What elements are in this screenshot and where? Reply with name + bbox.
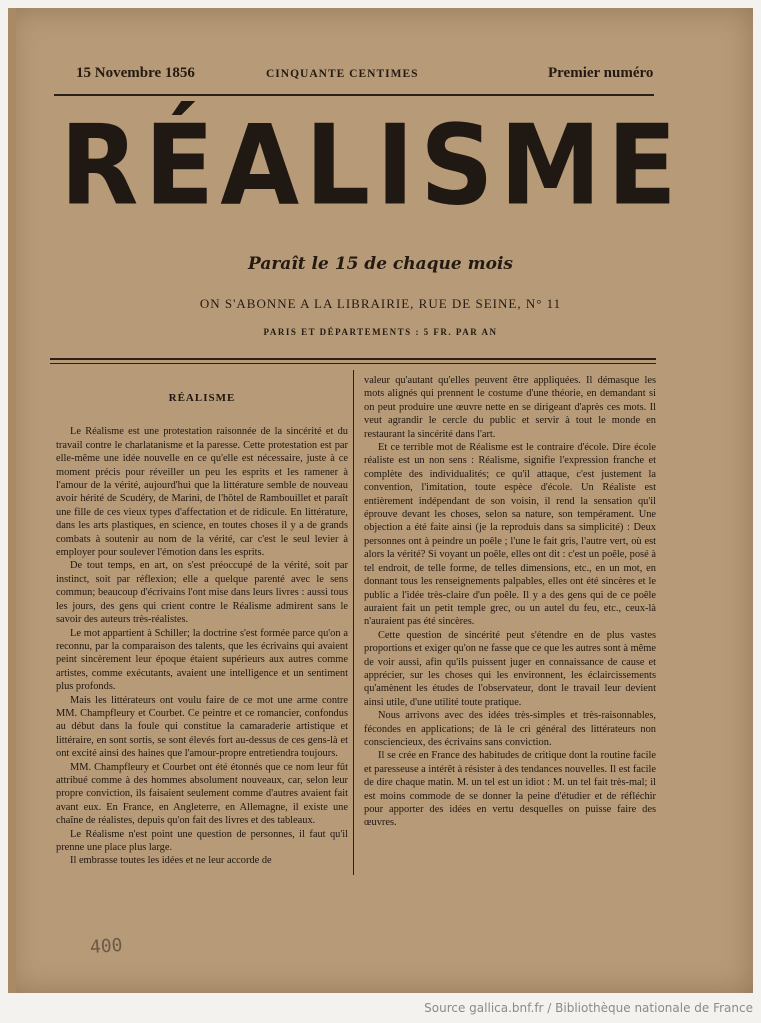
source-credit: Source gallica.bnf.fr / Bibliothèque nationale de France bbox=[424, 1001, 753, 1015]
newspaper-page bbox=[8, 8, 753, 993]
paragraph: Mais les littérateurs ont voulu faire de ce mot une arme contre MM. Champfleury et Courbet. Ce peintre et ce romancier, confondus au début dans la foule qui constitue la camaraderie artistique et littéraire, en sont sortis, se sont élevés fort au-dessus de ces gens-là et ont excité ainsi des haines que l'amour-propre entretiendra toujours. bbox=[56, 694, 348, 760]
subscription-price: PARIS ET DÉPARTEMENTS : 5 FR. PAR AN bbox=[263, 327, 498, 337]
masthead-rule-bottom bbox=[50, 363, 656, 364]
paragraph: Le Réalisme est une protestation raisonnée de la sincérité et du travail contre le charlatanisme et la paresse. Cette protestation est par elle-même une idée nouvelle en ce qu'elle est nécessaire, juste à ce moment précis pour réveiller un peu les esprits et les ramener à l'amour de la vérité, aujourd'hui que la littérature semble de nouveau avoir hérité de Scudéry, de Marini, de l'hôtel de Rambouillet et paraît une fille de ces vieux types d'affectation et de ridicule. En littérature, dans les arts plastiques, en science, en toutes choses il y a de grands combats à soutenir au nom de la vérité, car c'est le seul levier à employer pour soulever l'émotion dans les esprits. bbox=[56, 426, 348, 559]
issue-date: 15 Novembre 1856 bbox=[76, 65, 195, 81]
paragraph: De tout temps, en art, on s'est préoccupé de la vérité, soit par instinct, soit par réflexion; elle a quelque parenté avec le sens commun; beaucoup d'écrivains l'ont mise dans leurs livres : aussi tous les jours, des gens qui crient contre le Réalisme admirent sans le savoir des auteurs très-réalistes. bbox=[56, 560, 348, 626]
paragraph: Le Réalisme n'est point une question de personnes, il faut qu'il prenne une place plus large. bbox=[56, 828, 348, 853]
article-column-2 bbox=[364, 374, 656, 830]
issue-price: CINQUANTE CENTIMES bbox=[266, 68, 419, 80]
paragraph: Et ce terrible mot de Réalisme est le contraire d'école. Dire école réaliste est un non sens : Réalisme, signifie l'expression franche et complète des individualités; ce qu'il attaque, c'est justement la convention, l'imitation, toute espèce d'école. Un Réaliste est entièrement indépendant de son voisin, il rend la sensation qu'il éprouve devant les choses, selon sa nature, son tempérament. Une objection a été faite ainsi (je la reproduis dans sa simplicité) : Deux personnes ont à peindre un poêle ; l'une le fait gris, l'autre vert, où est alors la vérité? Si voyant un poêle, elles ont dit : c'est un poêle, posé à tel endroit, de telle forme, de telles dimensions, etc., en un mot, en donnant tous les renseignements palpables, elles ont été sincères et le public a l'idée très-claire d'un poêle. Il y a des gens qui de ce poêle auraient fait un petit temple grec, ou un autel du feu, etc., ceux-là n'auraient pas été sincères. bbox=[364, 442, 656, 628]
column-divider bbox=[353, 370, 354, 875]
subscription-info: ON S'ABONNE A LA LIBRAIRIE, RUE DE SEINE, N° 11 bbox=[199, 296, 562, 311]
paragraph: Cette question de sincérité peut s'étendre en de plus vastes proportions et exiger qu'on ne fasse que ce que les autres sont à même de voir aussi, afin qu'ils puissent juger en connaissance de cause et apprécier, sur les choses qui les environnent, les éclaircissements qu'amènent les études de l'observateur, dont le travail leur devient ainsi utile, d'une utilité toute pratique. bbox=[364, 629, 656, 708]
paragraph: valeur qu'autant qu'elles peuvent être appliquées. Il démasque les mots alignés qui prennent le costume d'une théorie, en demandant si on peut produire une œuvre nette en se dirigeant d'après ces mots. Il veut agrandir le cercle du public et servir à tout le monde en restaurant la sincérité dans l'art. bbox=[364, 375, 656, 440]
paragraph: Le mot appartient à Schiller; la doctrine s'est formée parce qu'on a reconnu, par la comparaison des talents, que les écrivains qui avaient peint sincèrement leur époque étaient supérieurs aux autres comme artistes, comme exécutants, avaient une intelligence et un sentiment plus profonds. bbox=[56, 627, 348, 693]
article-title: RÉALISME bbox=[168, 392, 236, 404]
paragraph: MM. Champfleury et Courbet ont été étonnés que ce nom leur fût attribué comme à des hommes absolument nouveaux, car, selon leur propre conviction, ils faisaient seulement comme d'autres avaient fait avant eux. En France, en Angleterre, en Allemagne, il existe une chaîne de réalistes, depuis qu'on fait des livres et des tableaux. bbox=[56, 761, 348, 827]
header-rule bbox=[54, 94, 654, 96]
issue-number: Premier numéro bbox=[548, 65, 654, 81]
handwritten-note: 400 bbox=[89, 934, 124, 959]
paragraph: Il embrasse toutes les idées et ne leur accorde de bbox=[70, 855, 272, 867]
masthead-title: RÉALISME bbox=[60, 102, 683, 231]
page-edge bbox=[8, 8, 16, 993]
tagline: Paraît le 15 de chaque mois bbox=[248, 254, 513, 274]
paragraph: Il se crée en France des habitudes de critique dont la routine facile et paresseuse a intérêt à résister à des tendances nouvelles. Il est facile de dire chaque matin. M. un tel est un idiot : M. un tel fait très-mal; il est moins commode de se donner la peine d'étudier et de réfléchir pour apporter des idées en vertu desquelles on puisse faire des œuvres. bbox=[364, 750, 656, 829]
article-column-1 bbox=[56, 378, 348, 868]
masthead-rule-top bbox=[50, 358, 656, 360]
paragraph: Nous arrivons avec des idées très-simples et très-raisonnables, fécondes en applications; de là le cri général des littérateurs non consciencieux, des écrivains sans conviction. bbox=[364, 710, 656, 748]
